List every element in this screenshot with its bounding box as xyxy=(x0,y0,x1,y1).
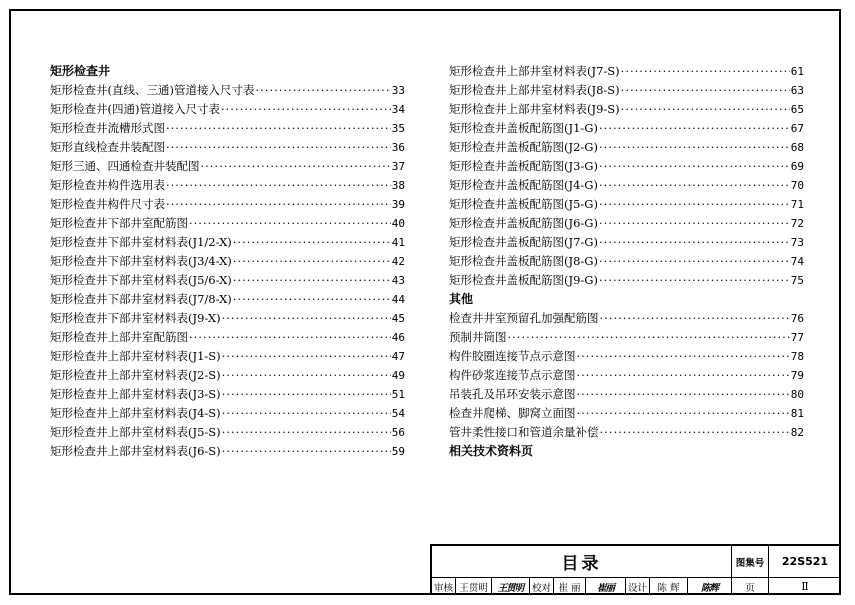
dot-leader xyxy=(599,176,790,195)
dot-leader xyxy=(599,271,790,290)
entry-page-number: 38 xyxy=(391,179,405,192)
dot-leader xyxy=(600,309,790,328)
section-title-related: 相关技术资料页 xyxy=(449,444,534,458)
design-label: 设计 xyxy=(626,578,650,595)
dot-leader xyxy=(233,233,391,252)
dot-leader xyxy=(599,252,790,271)
dot-leader xyxy=(255,81,390,100)
dot-leader xyxy=(621,62,790,81)
entry-title: 检查井爬梯、脚窝立面图 xyxy=(449,406,576,420)
toc-entry xyxy=(50,138,405,157)
dot-leader xyxy=(222,347,391,366)
entry-page-number: 56 xyxy=(391,426,405,439)
dot-leader xyxy=(222,423,391,442)
entry-page-number: 61 xyxy=(790,65,804,78)
entry-page-number: 81 xyxy=(790,407,804,420)
entry-page-number: 36 xyxy=(391,141,405,154)
toc-entry xyxy=(50,347,405,366)
dot-leader xyxy=(222,404,391,423)
entry-title: 矩形检查井盖板配筋图(J6-G) xyxy=(449,216,598,230)
entry-page-number: 69 xyxy=(790,160,804,173)
entry-title: 矩形检查井(直线、三通)管道接入尺寸表 xyxy=(50,83,255,97)
review-label: 审核 xyxy=(432,578,456,595)
dot-leader xyxy=(233,290,391,309)
toc-entry xyxy=(449,214,804,233)
entry-title: 矩形检查井上部井室材料表(J4-S) xyxy=(50,406,221,420)
toc-entry xyxy=(449,157,804,176)
entry-page-number: 39 xyxy=(391,198,405,211)
design-name: 陈 辉 xyxy=(650,578,688,595)
entry-title: 矩形检查井上部井室材料表(J8-S) xyxy=(449,83,620,97)
toc-entry xyxy=(50,195,405,214)
toc-entry xyxy=(50,309,405,328)
toc-other-entry xyxy=(449,385,804,404)
dot-leader xyxy=(600,423,790,442)
dot-leader xyxy=(599,119,790,138)
entry-title: 矩形检查井构件尺寸表 xyxy=(50,197,165,211)
toc-entry xyxy=(50,328,405,347)
page-label: 页 xyxy=(732,578,769,595)
dot-leader xyxy=(166,138,391,157)
entry-title: 矩形检查井上部井室材料表(J3-S) xyxy=(50,387,221,401)
entry-title: 矩形检查井盖板配筋图(J4-G) xyxy=(449,178,598,192)
entry-page-number: 71 xyxy=(790,198,804,211)
toc-entry xyxy=(50,423,405,442)
entry-page-number: 72 xyxy=(790,217,804,230)
dot-leader xyxy=(166,119,391,138)
dot-leader xyxy=(621,81,790,100)
entry-title: 矩形检查井下部井室材料表(J9-X) xyxy=(50,311,221,325)
entry-page-number: 49 xyxy=(391,369,405,382)
dot-leader xyxy=(577,404,790,423)
entry-page-number: 54 xyxy=(391,407,405,420)
toc-entry xyxy=(50,233,405,252)
entry-page-number: 44 xyxy=(391,293,405,306)
entry-title: 矩形检查井上部井室材料表(J6-S) xyxy=(50,444,221,458)
dot-leader xyxy=(599,214,790,233)
entry-title: 矩形检查井盖板配筋图(J5-G) xyxy=(449,197,598,211)
entry-title: 矩形检查井上部井室材料表(J5-S) xyxy=(50,425,221,439)
entry-page-number: 68 xyxy=(790,141,804,154)
entry-page-number: 51 xyxy=(391,388,405,401)
entry-title: 矩形检查井盖板配筋图(J2-G) xyxy=(449,140,598,154)
entry-title: 矩形检查井盖板配筋图(J1-G) xyxy=(449,121,598,135)
toc-entry xyxy=(50,271,405,290)
atlas-number-label: 图集号 xyxy=(732,546,769,578)
dot-leader xyxy=(222,309,391,328)
entry-page-number: 75 xyxy=(790,274,804,287)
toc-entry xyxy=(50,404,405,423)
toc-entry xyxy=(50,81,405,100)
entry-title: 构件砂浆连接节点示意图 xyxy=(449,368,576,382)
entry-title: 检查井井室预留孔加强配筋图 xyxy=(449,311,599,325)
toc-entry xyxy=(449,233,804,252)
dot-leader xyxy=(508,328,790,347)
entry-title: 管井柔性接口和管道余量补偿 xyxy=(449,425,599,439)
toc-other-entry xyxy=(449,347,804,366)
dot-leader xyxy=(577,385,790,404)
toc-entry xyxy=(50,385,405,404)
entry-page-number: 76 xyxy=(790,312,804,325)
dot-leader xyxy=(621,100,790,119)
entry-title: 矩形检查井上部井室配筋图 xyxy=(50,330,188,344)
entry-page-number: 45 xyxy=(391,312,405,325)
toc-other-entry xyxy=(449,309,804,328)
dot-leader xyxy=(577,347,790,366)
entry-title: 矩形检查井上部井室材料表(J1-S) xyxy=(50,349,221,363)
toc-left-column xyxy=(50,62,405,461)
dot-leader xyxy=(189,214,391,233)
toc-entry xyxy=(50,442,405,461)
entry-page-number: 77 xyxy=(790,331,804,344)
entry-page-number: 82 xyxy=(790,426,804,439)
entry-title: 矩形检查井(四通)管道接入尺寸表 xyxy=(50,102,220,116)
entry-title: 矩形检查井上部井室材料表(J2-S) xyxy=(50,368,221,382)
entry-title: 矩形直线检查井装配图 xyxy=(50,140,165,154)
toc-other-entry xyxy=(449,423,804,442)
entry-page-number: 34 xyxy=(391,103,405,116)
toc-entry xyxy=(449,195,804,214)
entry-title: 矩形检查井上部井室材料表(J9-S) xyxy=(449,102,620,116)
toc-entry xyxy=(50,176,405,195)
dot-leader xyxy=(599,233,790,252)
entry-title: 矩形检查井盖板配筋图(J7-G) xyxy=(449,235,598,249)
entry-page-number: 79 xyxy=(790,369,804,382)
entry-title: 矩形检查井盖板配筋图(J9-G) xyxy=(449,273,598,287)
entry-page-number: 70 xyxy=(790,179,804,192)
dot-leader xyxy=(222,385,391,404)
review-signature: 王贯明 xyxy=(492,578,530,595)
entry-title: 预制井筒图 xyxy=(449,330,507,344)
dot-leader xyxy=(222,366,391,385)
entry-page-number: 78 xyxy=(790,350,804,363)
entry-title: 矩形检查井构件选用表 xyxy=(50,178,165,192)
title-block-title: 目录 xyxy=(432,546,732,578)
entry-page-number: 59 xyxy=(391,445,405,458)
dot-leader xyxy=(599,138,790,157)
dot-leader xyxy=(599,195,790,214)
entry-page-number: 43 xyxy=(391,274,405,287)
entry-page-number: 67 xyxy=(790,122,804,135)
toc-other-entry xyxy=(449,404,804,423)
toc-entry xyxy=(449,62,804,81)
entry-title: 吊装孔及吊环安装示意图 xyxy=(449,387,576,401)
entry-title: 矩形检查井盖板配筋图(J8-G) xyxy=(449,254,598,268)
dot-leader xyxy=(221,100,391,119)
check-label: 校对 xyxy=(530,578,554,595)
entry-title: 矩形三通、四通检查井装配图 xyxy=(50,159,200,173)
toc-entry xyxy=(50,366,405,385)
toc-entry xyxy=(50,214,405,233)
entry-title: 矩形检查井下部井室材料表(J3/4-X) xyxy=(50,254,232,268)
entry-page-number: 46 xyxy=(391,331,405,344)
toc-entry xyxy=(449,271,804,290)
entry-page-number: 47 xyxy=(391,350,405,363)
toc-entry xyxy=(449,138,804,157)
entry-title: 矩形检查井下部井室配筋图 xyxy=(50,216,188,230)
entry-title: 矩形检查井上部井室材料表(J7-S) xyxy=(449,64,620,78)
entry-title: 矩形检查井下部井室材料表(J1/2-X) xyxy=(50,235,232,249)
entry-page-number: 35 xyxy=(391,122,405,135)
toc-right-column xyxy=(449,62,804,461)
dot-leader xyxy=(233,252,391,271)
toc-entry xyxy=(50,290,405,309)
toc-entry xyxy=(449,100,804,119)
dot-leader xyxy=(233,271,391,290)
toc-other-entry xyxy=(449,366,804,385)
toc-entry xyxy=(50,119,405,138)
entry-page-number: 42 xyxy=(391,255,405,268)
entry-page-number: 65 xyxy=(790,103,804,116)
dot-leader xyxy=(222,442,391,461)
toc-entry xyxy=(449,81,804,100)
design-signature: 陈辉 xyxy=(688,578,732,595)
entry-title: 矩形检查井盖板配筋图(J3-G) xyxy=(449,159,598,173)
check-name: 崔 丽 xyxy=(554,578,586,595)
toc-entry xyxy=(50,252,405,271)
check-signature: 崔丽 xyxy=(586,578,626,595)
toc-entry xyxy=(50,100,405,119)
entry-page-number: 80 xyxy=(790,388,804,401)
toc-other-entry xyxy=(449,328,804,347)
dot-leader xyxy=(599,157,790,176)
toc-entry xyxy=(449,176,804,195)
entry-page-number: 40 xyxy=(391,217,405,230)
review-name: 王贯明 xyxy=(456,578,492,595)
toc-entry xyxy=(449,119,804,138)
dot-leader xyxy=(166,176,391,195)
entry-page-number: 63 xyxy=(790,84,804,97)
dot-leader xyxy=(189,328,391,347)
entry-page-number: 74 xyxy=(790,255,804,268)
entry-title: 矩形检查井下部井室材料表(J7/8-X) xyxy=(50,292,232,306)
dot-leader xyxy=(201,157,391,176)
section-title-rectangular: 矩形检查井 xyxy=(50,64,111,78)
section-title-other: 其他 xyxy=(449,292,474,306)
entry-page-number: 73 xyxy=(790,236,804,249)
title-block xyxy=(430,544,841,595)
entry-page-number: 41 xyxy=(391,236,405,249)
entry-page-number: 37 xyxy=(391,160,405,173)
entry-title: 构件胶圈连接节点示意图 xyxy=(449,349,576,363)
entry-page-number: 33 xyxy=(391,84,405,97)
entry-title: 矩形检查井流槽形式图 xyxy=(50,121,165,135)
entry-title: 矩形检查井下部井室材料表(J5/6-X) xyxy=(50,273,232,287)
dot-leader xyxy=(166,195,391,214)
toc-entry xyxy=(449,252,804,271)
dot-leader xyxy=(577,366,790,385)
page-number: Ⅱ xyxy=(801,580,809,593)
atlas-number: 22S521 xyxy=(769,546,841,578)
toc-entry xyxy=(50,157,405,176)
